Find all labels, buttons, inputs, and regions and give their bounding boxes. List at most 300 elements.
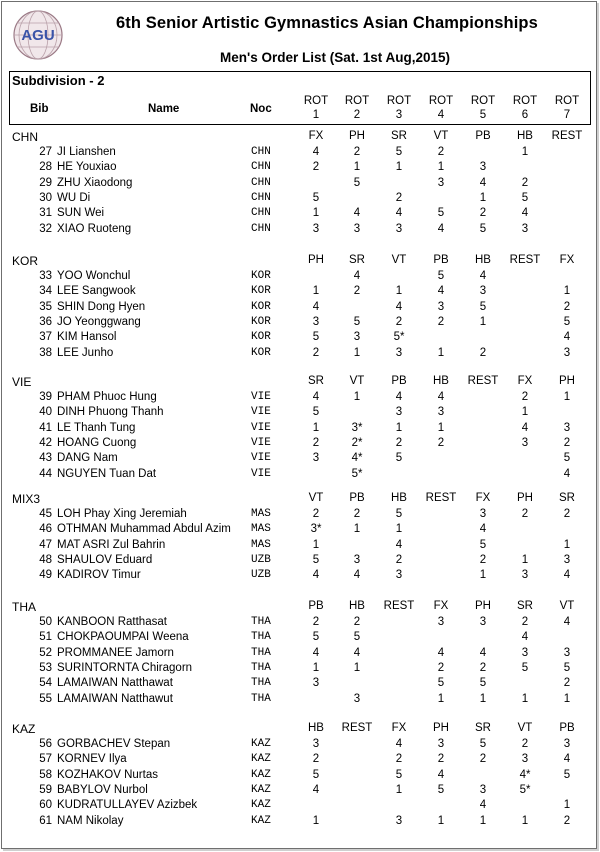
athlete-noc: KOR bbox=[251, 346, 271, 359]
athlete-name: PROMMANEE Jamorn bbox=[57, 646, 174, 659]
rotation-order-cell: 1 bbox=[479, 191, 487, 204]
rotation-order-cell: 3 bbox=[521, 646, 529, 659]
rotation-order-cell: 5 bbox=[395, 508, 403, 520]
athlete-name: LAMAIWAN Natthawat bbox=[57, 677, 173, 690]
apparatus-header: FX bbox=[308, 130, 324, 142]
athlete-noc: MAS bbox=[251, 523, 271, 536]
rotation-order-cell: 2 bbox=[437, 146, 445, 158]
rotation-order-cell: 2 bbox=[521, 738, 529, 750]
rotation-order-cell: 4 bbox=[395, 207, 403, 220]
rotation-order-cell: 2 bbox=[312, 616, 320, 628]
athlete-bib: 36 bbox=[39, 315, 52, 328]
rotation-order-cell: 1 bbox=[521, 692, 529, 705]
athlete-bib: 42 bbox=[39, 436, 52, 449]
rotation-order-cell: 5 bbox=[563, 452, 571, 465]
apparatus-header: REST bbox=[467, 375, 499, 387]
rotation-order-cell: 2* bbox=[351, 436, 363, 449]
rotation-order-cell: 4 bbox=[437, 646, 445, 659]
athlete-noc: CHN bbox=[251, 161, 271, 174]
rotation-order-cell: 2 bbox=[312, 161, 320, 174]
athlete-bib: 59 bbox=[39, 783, 52, 796]
rotation-order-cell: 4 bbox=[563, 331, 571, 344]
athlete-bib: 53 bbox=[39, 661, 52, 674]
rotation-order-cell: 4 bbox=[563, 753, 571, 766]
athlete-noc: UZB bbox=[251, 553, 271, 566]
rotation-order-cell: 2 bbox=[563, 814, 571, 827]
rotation-order-cell: 4 bbox=[479, 270, 487, 282]
athlete-name: KOZHAKOV Nurtas bbox=[57, 768, 158, 781]
athlete-bib: 40 bbox=[39, 406, 52, 419]
rotation-order-cell: 1 bbox=[312, 421, 320, 434]
rotation-order-cell: 1 bbox=[312, 814, 320, 827]
rotation-order-cell: 5 bbox=[312, 553, 320, 566]
athlete-bib: 46 bbox=[39, 523, 52, 536]
rotation-order-cell: 2 bbox=[479, 661, 487, 674]
team-label: VIE bbox=[12, 375, 32, 389]
apparatus-header: VT bbox=[433, 130, 449, 142]
athlete-name: WU Di bbox=[57, 191, 91, 204]
rotation-order-cell: 2 bbox=[563, 677, 571, 690]
rotation-order-cell: 4 bbox=[437, 285, 445, 298]
rotation-order-cell: 3 bbox=[312, 452, 320, 465]
athlete-name: KORNEV Ilya bbox=[57, 753, 127, 766]
athlete-noc: CHN bbox=[251, 207, 271, 220]
rotation-header bbox=[342, 94, 372, 122]
rotation-order-cell: 2 bbox=[312, 436, 320, 449]
rotation-order-cell: 4 bbox=[395, 300, 403, 313]
apparatus-header: VT bbox=[559, 600, 575, 612]
rotation-order-cell: 4 bbox=[353, 207, 361, 220]
rotation-order-cell: 3 bbox=[437, 738, 445, 750]
athlete-name: PHAM Phuoc Hung bbox=[57, 391, 157, 403]
rotation-order-cell: 3 bbox=[479, 783, 487, 796]
rotation-order-cell: 1 bbox=[312, 285, 320, 298]
athlete-bib: 35 bbox=[39, 300, 52, 313]
column-header-noc: Noc bbox=[250, 103, 272, 115]
apparatus-header: FX bbox=[475, 492, 491, 504]
athlete-noc: CHN bbox=[251, 176, 271, 189]
rotation-order-cell: 4 bbox=[312, 146, 320, 158]
rotation-order-cell: 1 bbox=[563, 799, 571, 812]
apparatus-header: FX bbox=[433, 600, 449, 612]
rotation-order-cell: 5 bbox=[479, 538, 487, 551]
athlete-noc: THA bbox=[251, 677, 271, 690]
rotation-order-cell: 4 bbox=[312, 783, 320, 796]
team-label: CHN bbox=[12, 130, 38, 144]
athlete-bib: 30 bbox=[39, 191, 52, 204]
rotation-order-cell: 3 bbox=[312, 677, 320, 690]
athlete-name: CHOKPAOUMPAI Weena bbox=[57, 631, 189, 644]
rotation-order-cell: 3 bbox=[437, 300, 445, 313]
rotation-order-cell: 5 bbox=[312, 406, 320, 419]
rotation-order-cell: 3 bbox=[521, 569, 529, 582]
rotation-header-label: ROT bbox=[470, 95, 496, 107]
rotation-order-cell: 5* bbox=[351, 467, 363, 480]
rotation-order-cell: 1 bbox=[563, 538, 571, 551]
rotation-header bbox=[552, 94, 582, 122]
rotation-order-cell: 3 bbox=[563, 346, 571, 359]
athlete-bib: 55 bbox=[39, 692, 52, 705]
rotation-order-cell: 3 bbox=[353, 222, 361, 235]
apparatus-header: PH bbox=[475, 600, 491, 612]
rotation-order-cell: 1 bbox=[353, 346, 361, 359]
apparatus-header: PH bbox=[308, 254, 324, 266]
athlete-bib: 29 bbox=[39, 176, 52, 189]
rotation-order-cell: 5 bbox=[312, 191, 320, 204]
rotation-order-cell: 3 bbox=[521, 222, 529, 235]
rotation-order-cell: 5 bbox=[521, 661, 529, 674]
rotation-order-cell: 3 bbox=[563, 421, 571, 434]
athlete-name: OTHMAN Muhammad Abdul Azim bbox=[57, 523, 231, 536]
athlete-bib: 52 bbox=[39, 646, 52, 659]
athlete-noc: KAZ bbox=[251, 738, 271, 750]
logo-text: AGU bbox=[21, 27, 55, 44]
rotation-order-cell: 1 bbox=[563, 391, 571, 403]
apparatus-header: SR bbox=[475, 722, 491, 734]
athlete-bib: 27 bbox=[39, 146, 52, 158]
team-label: MIX3 bbox=[12, 492, 41, 506]
rotation-order-cell: 2 bbox=[563, 300, 571, 313]
apparatus-header: VT bbox=[308, 492, 324, 504]
apparatus-header: HB bbox=[391, 492, 407, 504]
rotation-order-cell: 3 bbox=[395, 406, 403, 419]
apparatus-header: REST bbox=[383, 600, 415, 612]
athlete-name: GORBACHEV Stepan bbox=[57, 738, 171, 750]
rotation-order-cell: 1 bbox=[437, 346, 445, 359]
rotation-header-number: 7 bbox=[563, 109, 571, 121]
rotation-order-cell: 5 bbox=[563, 661, 571, 674]
apparatus-header: REST bbox=[425, 492, 457, 504]
rotation-order-cell: 1 bbox=[353, 523, 361, 536]
rotation-order-cell: 1 bbox=[395, 523, 403, 536]
rotation-order-cell: 5 bbox=[437, 270, 445, 282]
rotation-order-cell: 4 bbox=[312, 391, 320, 403]
team-label: THA bbox=[12, 600, 36, 614]
rotation-order-cell: 4 bbox=[563, 569, 571, 582]
athlete-noc: KAZ bbox=[251, 799, 271, 812]
rotation-order-cell: 3 bbox=[395, 222, 403, 235]
rotation-header-number: 1 bbox=[312, 109, 320, 121]
athlete-name: KANBOON Ratthasat bbox=[57, 616, 167, 628]
athlete-bib: 56 bbox=[39, 738, 52, 750]
rotation-order-cell: 2 bbox=[521, 508, 529, 520]
team-label: KOR bbox=[12, 254, 39, 268]
athlete-name: SURINTORNTA Chiragorn bbox=[57, 661, 193, 674]
rotation-order-cell: 1 bbox=[479, 814, 487, 827]
apparatus-header: REST bbox=[341, 722, 373, 734]
athlete-name: JI Lianshen bbox=[57, 146, 116, 158]
rotation-order-cell: 5 bbox=[437, 677, 445, 690]
rotation-header bbox=[426, 94, 456, 122]
rotation-order-cell: 1 bbox=[521, 553, 529, 566]
athlete-noc: THA bbox=[251, 616, 271, 628]
page-title: 6th Senior Artistic Gymnastics Asian Championships bbox=[116, 14, 538, 32]
rotation-order-cell: 4 bbox=[395, 538, 403, 551]
rotation-order-cell: 4 bbox=[479, 176, 487, 189]
rotation-order-cell: 4 bbox=[521, 207, 529, 220]
rotation-order-cell: 5 bbox=[353, 631, 361, 644]
apparatus-header: VT bbox=[391, 254, 407, 266]
rotation-header-label: ROT bbox=[303, 95, 329, 107]
rotation-order-cell: 3 bbox=[395, 346, 403, 359]
athlete-name: SUN Wei bbox=[57, 207, 105, 220]
rotation-order-cell: 3 bbox=[312, 315, 320, 328]
rotation-order-cell: 5 bbox=[353, 176, 361, 189]
athlete-noc: KOR bbox=[251, 300, 271, 313]
rotation-order-cell: 5 bbox=[521, 191, 529, 204]
athlete-noc: KAZ bbox=[251, 814, 271, 827]
rotation-order-cell: 1 bbox=[353, 161, 361, 174]
rotation-order-cell: 3* bbox=[351, 421, 363, 434]
rotation-order-cell: 4 bbox=[353, 569, 361, 582]
athlete-bib: 31 bbox=[39, 207, 52, 220]
rotation-order-cell: 1 bbox=[563, 285, 571, 298]
athlete-noc: CHN bbox=[251, 222, 271, 235]
rotation-order-cell: 5 bbox=[479, 300, 487, 313]
rotation-order-cell: 5 bbox=[479, 738, 487, 750]
rotation-order-cell: 1 bbox=[437, 692, 445, 705]
athlete-bib: 49 bbox=[39, 569, 52, 582]
rotation-order-cell: 5 bbox=[563, 768, 571, 781]
rotation-order-cell: 5 bbox=[353, 315, 361, 328]
apparatus-header: FX bbox=[517, 375, 533, 387]
athlete-bib: 61 bbox=[39, 814, 52, 827]
rotation-header bbox=[384, 94, 414, 122]
athlete-noc: THA bbox=[251, 646, 271, 659]
rotation-order-cell: 4 bbox=[521, 631, 529, 644]
rotation-order-cell: 2 bbox=[479, 553, 487, 566]
athlete-bib: 50 bbox=[39, 616, 52, 628]
athlete-name: LE Thanh Tung bbox=[57, 421, 136, 434]
athlete-name: SHAULOV Eduard bbox=[57, 553, 153, 566]
apparatus-header: FX bbox=[559, 254, 575, 266]
athlete-noc: THA bbox=[251, 692, 271, 705]
rotation-order-cell: 3 bbox=[521, 436, 529, 449]
rotation-order-cell: 2 bbox=[563, 508, 571, 520]
rotation-order-cell: 3 bbox=[521, 753, 529, 766]
athlete-name: NGUYEN Tuan Dat bbox=[57, 467, 157, 480]
apparatus-header: PH bbox=[559, 375, 575, 387]
athlete-bib: 48 bbox=[39, 553, 52, 566]
athlete-bib: 41 bbox=[39, 421, 52, 434]
rotation-order-cell: 2 bbox=[437, 753, 445, 766]
athlete-name: LEE Sangwook bbox=[57, 285, 136, 298]
athlete-noc: KOR bbox=[251, 285, 271, 298]
rotation-order-cell: 1 bbox=[521, 814, 529, 827]
rotation-header-number: 3 bbox=[395, 109, 403, 121]
rotation-order-cell: 5* bbox=[393, 331, 405, 344]
athlete-name: KUDRATULLAYEV Azizbek bbox=[57, 799, 198, 812]
rotation-order-cell: 3 bbox=[479, 285, 487, 298]
athlete-bib: 45 bbox=[39, 508, 52, 520]
athlete-noc: THA bbox=[251, 661, 271, 674]
rotation-order-cell: 5 bbox=[437, 783, 445, 796]
rotation-order-cell: 5 bbox=[479, 222, 487, 235]
rotation-order-cell: 2 bbox=[479, 346, 487, 359]
rotation-order-cell: 5 bbox=[312, 331, 320, 344]
rotation-order-cell: 3* bbox=[310, 523, 322, 536]
rotation-order-cell: 2 bbox=[521, 391, 529, 403]
rotation-order-cell: 4 bbox=[521, 421, 529, 434]
rotation-order-cell: 1 bbox=[437, 161, 445, 174]
athlete-noc: KOR bbox=[251, 315, 271, 328]
apparatus-header: VT bbox=[517, 722, 533, 734]
athlete-name: JO Yeonggwang bbox=[57, 315, 141, 328]
athlete-name: LOH Phay Xing Jeremiah bbox=[57, 508, 187, 520]
rotation-order-cell: 4 bbox=[563, 467, 571, 480]
athlete-bib: 44 bbox=[39, 467, 52, 480]
apparatus-header: SR bbox=[349, 254, 365, 266]
apparatus-header: PB bbox=[391, 375, 407, 387]
rotation-order-cell: 3 bbox=[479, 161, 487, 174]
apparatus-header: HB bbox=[349, 600, 365, 612]
rotation-order-cell: 2 bbox=[353, 146, 361, 158]
rotation-header-label: ROT bbox=[512, 95, 538, 107]
athlete-noc: KOR bbox=[251, 270, 271, 282]
rotation-order-cell: 4 bbox=[353, 646, 361, 659]
athlete-noc: KOR bbox=[251, 331, 271, 344]
rotation-order-cell: 3 bbox=[563, 553, 571, 566]
apparatus-header: SR bbox=[517, 600, 533, 612]
rotation-order-cell: 4 bbox=[312, 646, 320, 659]
rotation-order-cell: 3 bbox=[353, 331, 361, 344]
rotation-order-cell: 4 bbox=[479, 646, 487, 659]
rotation-order-cell: 2 bbox=[479, 207, 487, 220]
athlete-bib: 32 bbox=[39, 222, 52, 235]
rotation-order-cell: 2 bbox=[353, 616, 361, 628]
athlete-bib: 33 bbox=[39, 270, 52, 282]
athlete-bib: 57 bbox=[39, 753, 52, 766]
athlete-bib: 58 bbox=[39, 768, 52, 781]
apparatus-header: SR bbox=[559, 492, 575, 504]
rotation-order-cell: 4 bbox=[479, 523, 487, 536]
rotation-order-cell: 3 bbox=[563, 738, 571, 750]
athlete-noc: VIE bbox=[251, 406, 271, 419]
rotation-order-cell: 3 bbox=[353, 692, 361, 705]
athlete-name: KIM Hansol bbox=[57, 331, 117, 344]
athlete-bib: 51 bbox=[39, 631, 52, 644]
athlete-bib: 60 bbox=[39, 799, 52, 812]
athlete-bib: 34 bbox=[39, 285, 52, 298]
athlete-name: HOANG Cuong bbox=[57, 436, 137, 449]
rotation-order-cell: 4 bbox=[395, 738, 403, 750]
rotation-order-cell: 1 bbox=[395, 161, 403, 174]
rotation-order-cell: 4 bbox=[479, 799, 487, 812]
rotation-order-cell: 1 bbox=[521, 146, 529, 158]
athlete-name: SHIN Dong Hyen bbox=[57, 300, 146, 313]
athlete-bib: 47 bbox=[39, 538, 52, 551]
rotation-order-cell: 3 bbox=[312, 738, 320, 750]
rotation-order-cell: 2 bbox=[437, 661, 445, 674]
apparatus-header: HB bbox=[308, 722, 324, 734]
rotation-order-cell: 1 bbox=[479, 569, 487, 582]
rotation-order-cell: 3 bbox=[437, 176, 445, 189]
rotation-order-cell: 3 bbox=[479, 508, 487, 520]
athlete-name: ZHU Xiaodong bbox=[57, 176, 133, 189]
athlete-name: XIAO Ruoteng bbox=[57, 222, 132, 235]
rotation-order-cell: 4 bbox=[353, 270, 361, 282]
rotation-order-cell: 1 bbox=[437, 421, 445, 434]
apparatus-header: PB bbox=[349, 492, 365, 504]
rotation-order-cell: 2 bbox=[437, 315, 445, 328]
column-header-name: Name bbox=[148, 103, 180, 115]
rotation-order-cell: 2 bbox=[479, 753, 487, 766]
rotation-order-cell: 2 bbox=[353, 508, 361, 520]
rotation-order-cell: 5 bbox=[312, 768, 320, 781]
rotation-header-number: 5 bbox=[479, 109, 487, 121]
athlete-noc: KAZ bbox=[251, 783, 271, 796]
athlete-bib: 38 bbox=[39, 346, 52, 359]
athlete-bib: 54 bbox=[39, 677, 52, 690]
athlete-name: LAMAIWAN Natthawut bbox=[57, 692, 173, 705]
rotation-order-cell: 1 bbox=[395, 421, 403, 434]
athlete-noc: UZB bbox=[251, 569, 271, 582]
athlete-name: HE Youxiao bbox=[57, 161, 117, 174]
apparatus-header: HB bbox=[433, 375, 449, 387]
athlete-bib: 28 bbox=[39, 161, 52, 174]
rotation-order-cell: 1 bbox=[312, 538, 320, 551]
rotation-order-cell: 3 bbox=[395, 814, 403, 827]
rotation-order-cell: 5 bbox=[395, 452, 403, 465]
apparatus-header: REST bbox=[551, 130, 583, 142]
apparatus-header: FX bbox=[391, 722, 407, 734]
rotation-order-cell: 4 bbox=[437, 222, 445, 235]
apparatus-header: PH bbox=[433, 722, 449, 734]
apparatus-header: HB bbox=[517, 130, 533, 142]
rotation-header-label: ROT bbox=[428, 95, 454, 107]
rotation-order-cell: 3 bbox=[563, 646, 571, 659]
rotation-order-cell: 1 bbox=[437, 814, 445, 827]
rotation-order-cell: 1 bbox=[312, 661, 320, 674]
athlete-name: YOO Wonchul bbox=[57, 270, 131, 282]
rotation-order-cell: 5 bbox=[395, 768, 403, 781]
rotation-order-cell: 1 bbox=[395, 285, 403, 298]
athlete-noc: VIE bbox=[251, 467, 271, 480]
apparatus-header: PB bbox=[308, 600, 324, 612]
rotation-order-cell: 1 bbox=[521, 406, 529, 419]
rotation-order-cell: 5* bbox=[519, 783, 531, 796]
page-subtitle: Men's Order List (Sat. 1st Aug,2015) bbox=[220, 50, 451, 65]
rotation-header-label: ROT bbox=[386, 95, 412, 107]
athlete-bib: 37 bbox=[39, 331, 52, 344]
athlete-noc: KAZ bbox=[251, 753, 271, 766]
apparatus-header: SR bbox=[308, 375, 324, 387]
rotation-header bbox=[301, 94, 331, 122]
apparatus-header: VT bbox=[349, 375, 365, 387]
rotation-header bbox=[468, 94, 498, 122]
athlete-name: DINH Phuong Thanh bbox=[57, 406, 164, 419]
rotation-order-cell: 4 bbox=[437, 768, 445, 781]
apparatus-header: PH bbox=[517, 492, 533, 504]
rotation-order-cell: 2 bbox=[312, 346, 320, 359]
rotation-order-cell: 3 bbox=[312, 222, 320, 235]
rotation-order-cell: 2 bbox=[521, 616, 529, 628]
rotation-order-cell: 2 bbox=[395, 191, 403, 204]
rotation-order-cell: 2 bbox=[395, 315, 403, 328]
athlete-name: LEE Junho bbox=[57, 346, 114, 359]
athlete-name: MAT ASRI Zul Bahrin bbox=[57, 538, 166, 551]
rotation-order-cell: 1 bbox=[353, 391, 361, 403]
rotation-order-cell: 5 bbox=[479, 677, 487, 690]
rotation-order-cell: 2 bbox=[312, 753, 320, 766]
athlete-noc: VIE bbox=[251, 436, 271, 449]
rotation-order-cell: 4 bbox=[437, 391, 445, 403]
rotation-order-cell: 4* bbox=[351, 452, 363, 465]
athlete-name: DANG Nam bbox=[57, 452, 118, 465]
apparatus-header: SR bbox=[391, 130, 407, 142]
athlete-bib: 39 bbox=[39, 391, 52, 403]
rotation-order-cell: 2 bbox=[437, 436, 445, 449]
